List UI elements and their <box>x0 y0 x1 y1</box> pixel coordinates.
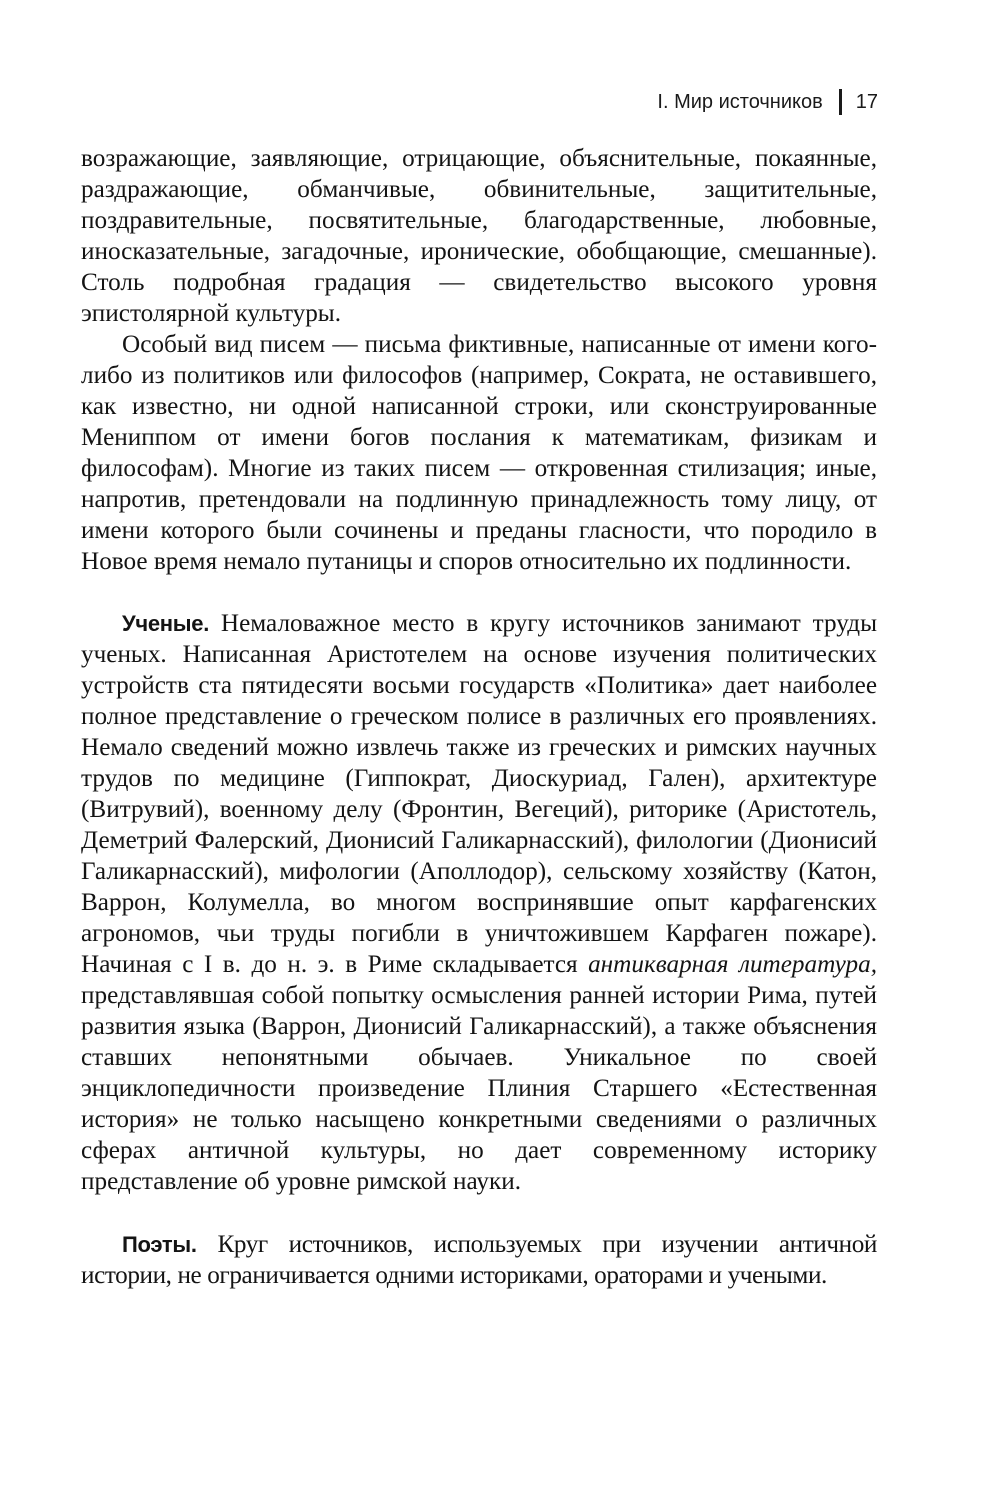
header-divider <box>839 89 842 115</box>
paragraph-lead-poets: Поэты. <box>122 1232 197 1257</box>
paragraph-fictive-letters: Особый вид писем — письма фиктивные, написанные от имени кого-либо из политиков или философов (например, Сократа, не оставившего, как известно, ни одной написанной строки, или сконструированные Мениппом от имени богов послания к математикам, физикам и философам). Многие из таких писем — откровенная стилизация; иные, напротив, претендовали на подлинную принадлежность тому лицу, от имени которого были сочинены и преданы гласности, что породило в Новое время немало путаницы и споров относительно их подлинности. <box>81 331 877 575</box>
paragraph-poets <box>81 1229 877 1291</box>
section-title: I. Мир источников <box>657 90 823 113</box>
paragraph-poets-text: Круг источников, используемых при изучении античной истории, не ограничивается одними историками, ораторами и учеными. <box>81 1231 877 1289</box>
body-text <box>81 143 877 1291</box>
paragraph-scholars <box>81 608 877 1197</box>
paragraph-scholars-emphasis: антикварная литература, <box>588 951 877 978</box>
running-header <box>657 88 878 116</box>
paragraph-lead-scholars: Ученые. <box>122 611 210 636</box>
paragraph-letter-types: возражающие, заявляющие, отрицающие, объяснительные, покаянные, раздражающие, обманчивые, обвинительные, защитительные, поздравительные, посвятительные, благодарственные, любовные, иносказательные, загадочные, иронические, обобщающие, смешанные). Столь подробная градация — свидетельство высокого уровня эпистолярной культуры. <box>81 145 877 327</box>
paragraph-scholars-text-2: представлявшая собой попытку осмысления ранней истории Рима, путей развития языка (Варрон, Дионисий Галикарнасский), а также объяснения ставших непонятными обычаев. Уникальное по своей энциклопедичности произведение Плиния Старшего «Естественная история» не только насыщено конкретными сведениями о различных сферах античной культуры, но дает современному историку представление об уровне римской науки. <box>81 982 877 1195</box>
page-number: 17 <box>855 90 878 113</box>
paragraph-scholars-text-1: Немаловажное место в кругу источников занимают труды ученых. Написанная Аристотелем на основе изучения политических устройств ста пятидесяти восьми государств «Политика» дает наиболее полное представление о греческом полисе в различных его проявлениях. Немало сведений можно извлечь также из греческих и римских научных трудов по медицине (Гиппократ, Диоскуриад, Гален), архитектуре (Витрувий), военному делу (Фронтин, Вегеций), риторике (Аристотель, Деметрий Фалерский, Дионисий Галикарнасский), филологии (Дионисий Галикарнасский), мифологии (Аполлодор), сельскому хозяйству (Катон, Варрон, Колумелла, во многом воспринявшие опыт карфагенских агрономов, чьи труды погибли в уничтожившем Карфаген пожаре). Начиная с I в. до н. э. в Риме складывается <box>81 610 877 978</box>
